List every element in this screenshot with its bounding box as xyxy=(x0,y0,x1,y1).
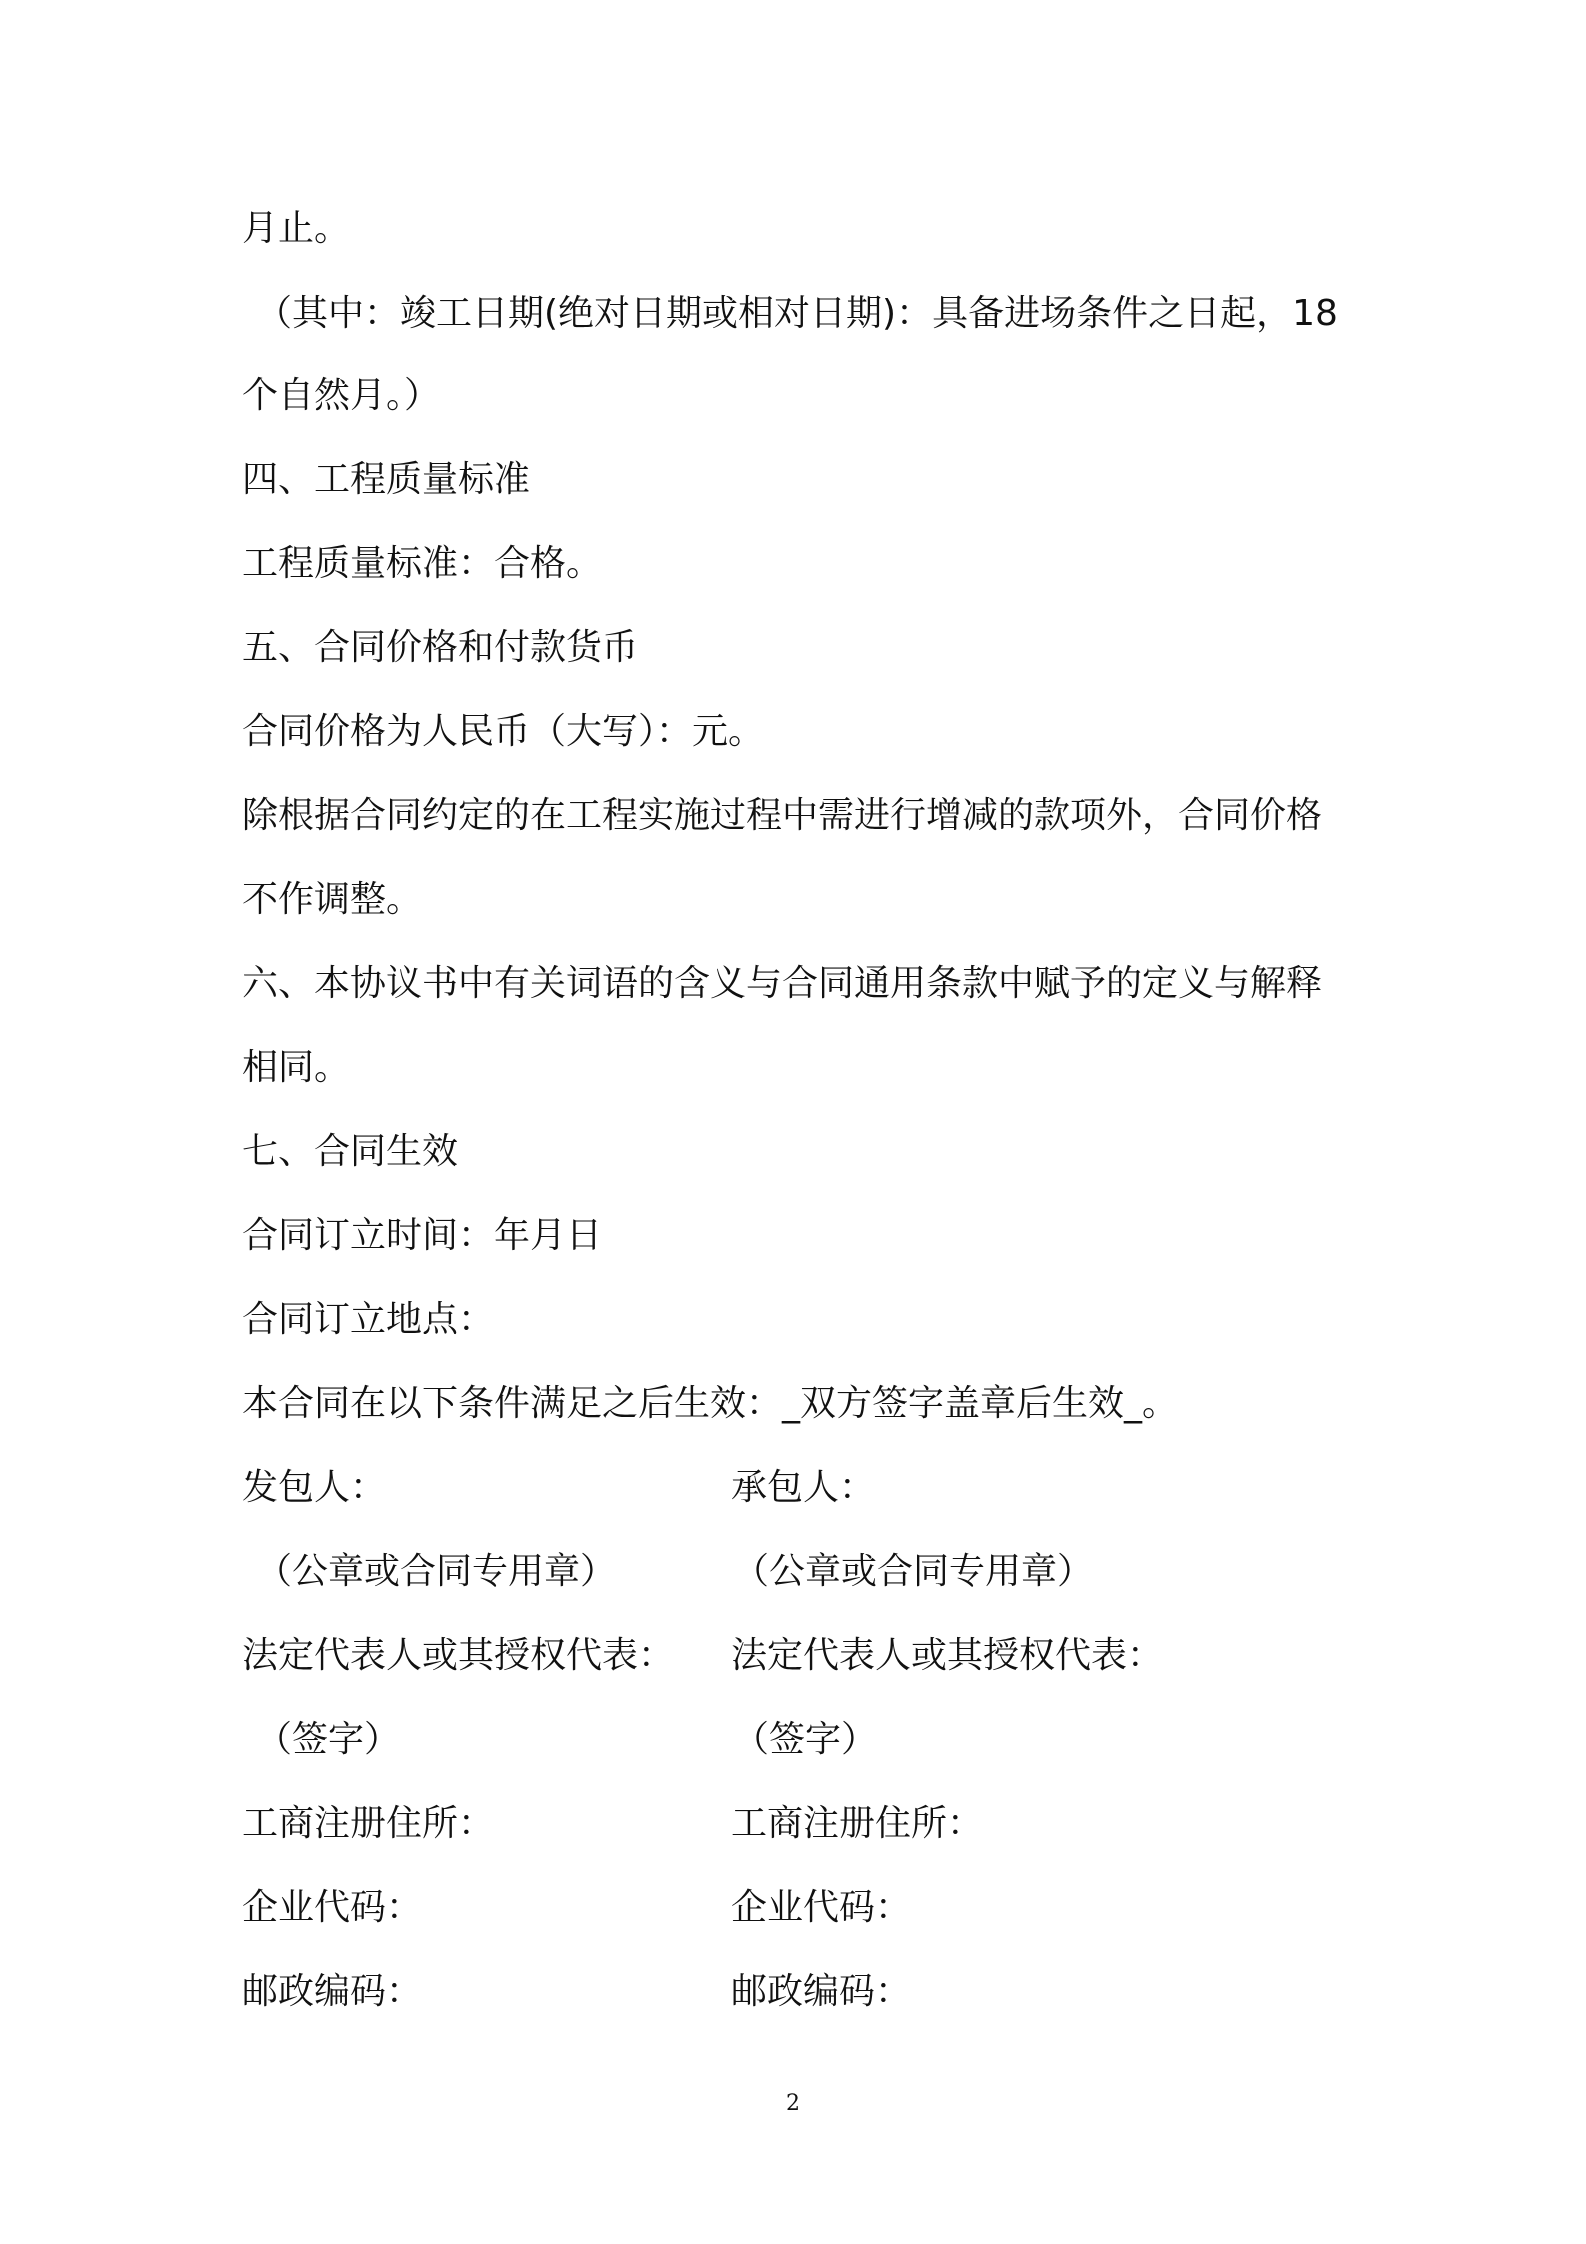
signature-field-label: 工商注册住所： xyxy=(242,1803,495,1844)
signature-field-label: 承包人： xyxy=(731,1467,876,1508)
body-line: 月止。 xyxy=(242,208,351,249)
signature-field-label: 工商注册住所： xyxy=(731,1803,984,1844)
body-line: 合同订立时间：年月日 xyxy=(242,1215,603,1256)
body-line: （其中：竣工日期(绝对日期或相对日期)：具备进场条件之日起，18 xyxy=(256,293,1338,334)
body-line: 合同订立地点： xyxy=(242,1299,495,1340)
body-line: 除根据合同约定的在工程实施过程中需进行增减的款项外，合同价格 xyxy=(242,795,1323,836)
signature-field-label: （公章或合同专用章） xyxy=(733,1551,1094,1592)
body-line: 工程质量标准：合格。 xyxy=(242,543,603,584)
section-heading: 六、本协议书中有关词语的含义与合同通用条款中赋予的定义与解释 xyxy=(242,963,1323,1004)
signature-field-label: 企业代码： xyxy=(731,1887,912,1928)
section-heading: 七、合同生效 xyxy=(242,1131,459,1172)
signature-field-label: 发包人： xyxy=(242,1467,387,1508)
signature-field-label: 邮政编码： xyxy=(731,1971,912,2012)
body-line: 相同。 xyxy=(242,1047,351,1088)
signature-field-label: （公章或合同专用章） xyxy=(256,1551,617,1592)
page-number: 2 xyxy=(786,2091,800,2116)
body-line: 不作调整。 xyxy=(242,879,423,920)
signature-field-label: 企业代码： xyxy=(242,1887,423,1928)
body-line: 个自然月。） xyxy=(242,375,441,416)
body-line: 本合同在以下条件满足之后生效：_双方签字盖章后生效_。 xyxy=(242,1383,1179,1424)
signature-field-label: 法定代表人或其授权代表： xyxy=(242,1635,675,1676)
section-heading: 四、工程质量标准 xyxy=(242,459,531,500)
section-heading: 五、合同价格和付款货币 xyxy=(242,627,639,668)
body-line: 合同价格为人民币（大写）：元。 xyxy=(242,711,765,752)
signature-field-label: 邮政编码： xyxy=(242,1971,423,2012)
signature-field-label: （签字） xyxy=(733,1719,878,1760)
signature-field-label: （签字） xyxy=(256,1719,401,1760)
signature-field-label: 法定代表人或其授权代表： xyxy=(731,1635,1164,1676)
